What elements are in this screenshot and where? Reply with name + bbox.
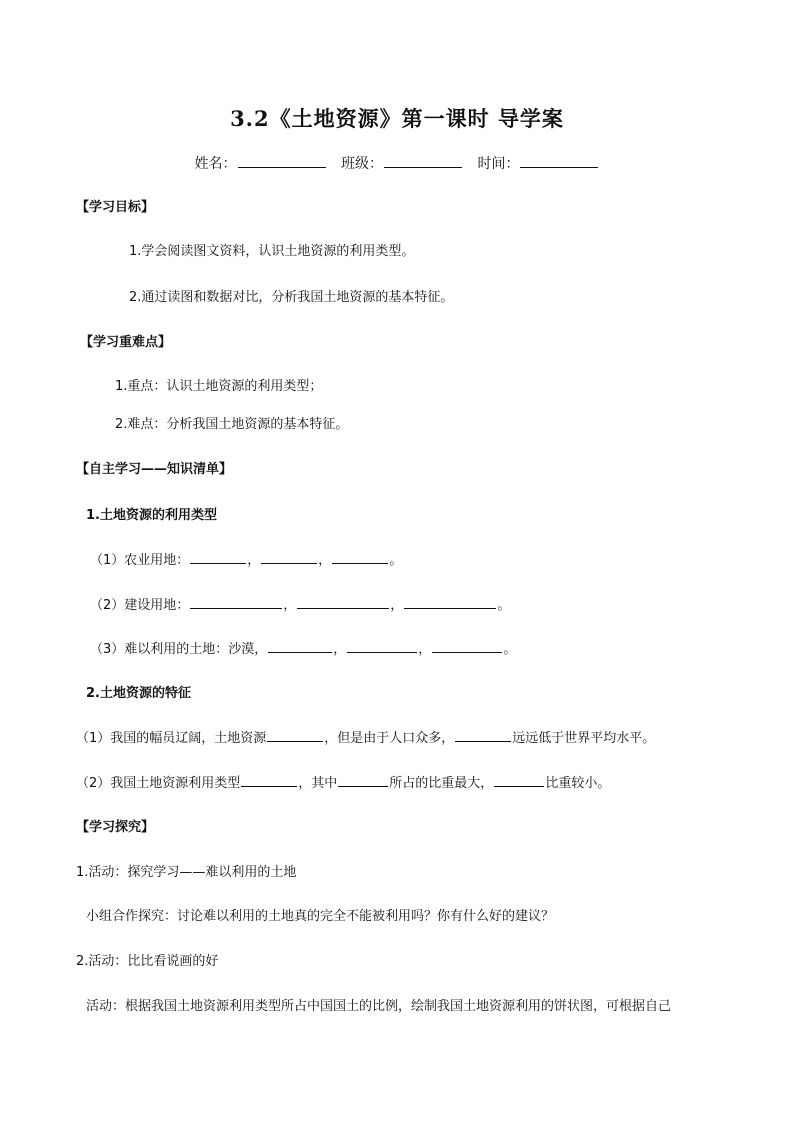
answer-blank[interactable]: [332, 549, 388, 564]
explore-heading: 【学习探究】: [76, 820, 155, 835]
feature-question-1: （1）我国的幅员辽阔，土地资源 ，但是由于人口众多， 远远低于世界平均水平。: [76, 727, 655, 746]
answer-blank[interactable]: [261, 549, 317, 564]
agricultural-land-question: （1）农业用地： ， ， 。: [90, 549, 402, 568]
land-use-types-subheading: 1.土地资源的利用类型: [86, 508, 217, 523]
answer-blank[interactable]: [268, 638, 332, 653]
unusable-land-question: （3）难以利用的土地：沙漠， ， ， 。: [90, 638, 516, 657]
answer-blank[interactable]: [494, 772, 544, 787]
student-info-row: [0, 153, 794, 173]
land-features-subheading: 2.土地资源的特征: [86, 686, 191, 701]
activity-2-detail: 活动：根据我国土地资源利用类型所占中国国土的比例，绘制我国土地资源利用的饼状图，可根据自己: [86, 999, 672, 1014]
class-blank[interactable]: [384, 153, 462, 168]
answer-blank[interactable]: [190, 549, 246, 564]
key-point-item: 2.难点：分析我国土地资源的基本特征。: [115, 417, 349, 432]
key-point-item: 1.重点：认识土地资源的利用类型；: [115, 379, 323, 394]
goal-item: 1.学会阅读图文资料，认识土地资源的利用类型。: [129, 244, 415, 259]
answer-blank[interactable]: [297, 594, 389, 609]
answer-blank[interactable]: [347, 638, 417, 653]
answer-blank[interactable]: [190, 594, 282, 609]
feature-question-2: （2）我国土地资源利用类型 ，其中 所占的比重最大， 比重较小。: [76, 772, 610, 791]
name-label: 姓名：: [194, 156, 237, 172]
page-title: 3.2《土地资源》第一课时 导学案: [230, 106, 564, 131]
goal-item: 2.通过读图和数据对比，分析我国土地资源的基本特征。: [129, 290, 454, 305]
answer-blank[interactable]: [404, 594, 496, 609]
time-label: 时间：: [477, 156, 520, 172]
answer-blank[interactable]: [241, 772, 297, 787]
goals-heading: 【学习目标】: [76, 200, 155, 215]
answer-blank[interactable]: [338, 772, 388, 787]
name-blank[interactable]: [238, 153, 326, 168]
answer-blank[interactable]: [267, 727, 323, 742]
answer-blank[interactable]: [455, 727, 511, 742]
key-points-heading: 【学习重难点】: [80, 335, 172, 350]
activity-1-title: 1.活动：探究学习——难以利用的土地: [76, 865, 297, 880]
activity-1-detail: 小组合作探究：讨论难以利用的土地真的完全不能被利用吗？你有什么好的建议？: [86, 909, 555, 924]
class-label: 班级：: [341, 156, 383, 172]
answer-blank[interactable]: [432, 638, 502, 653]
time-blank[interactable]: [520, 153, 598, 168]
activity-2-title: 2.活动：比比看说画的好: [76, 954, 219, 969]
self-study-heading: 【自主学习——知识清单】: [76, 462, 233, 477]
construction-land-question: （2）建设用地： ， ， 。: [90, 594, 510, 613]
